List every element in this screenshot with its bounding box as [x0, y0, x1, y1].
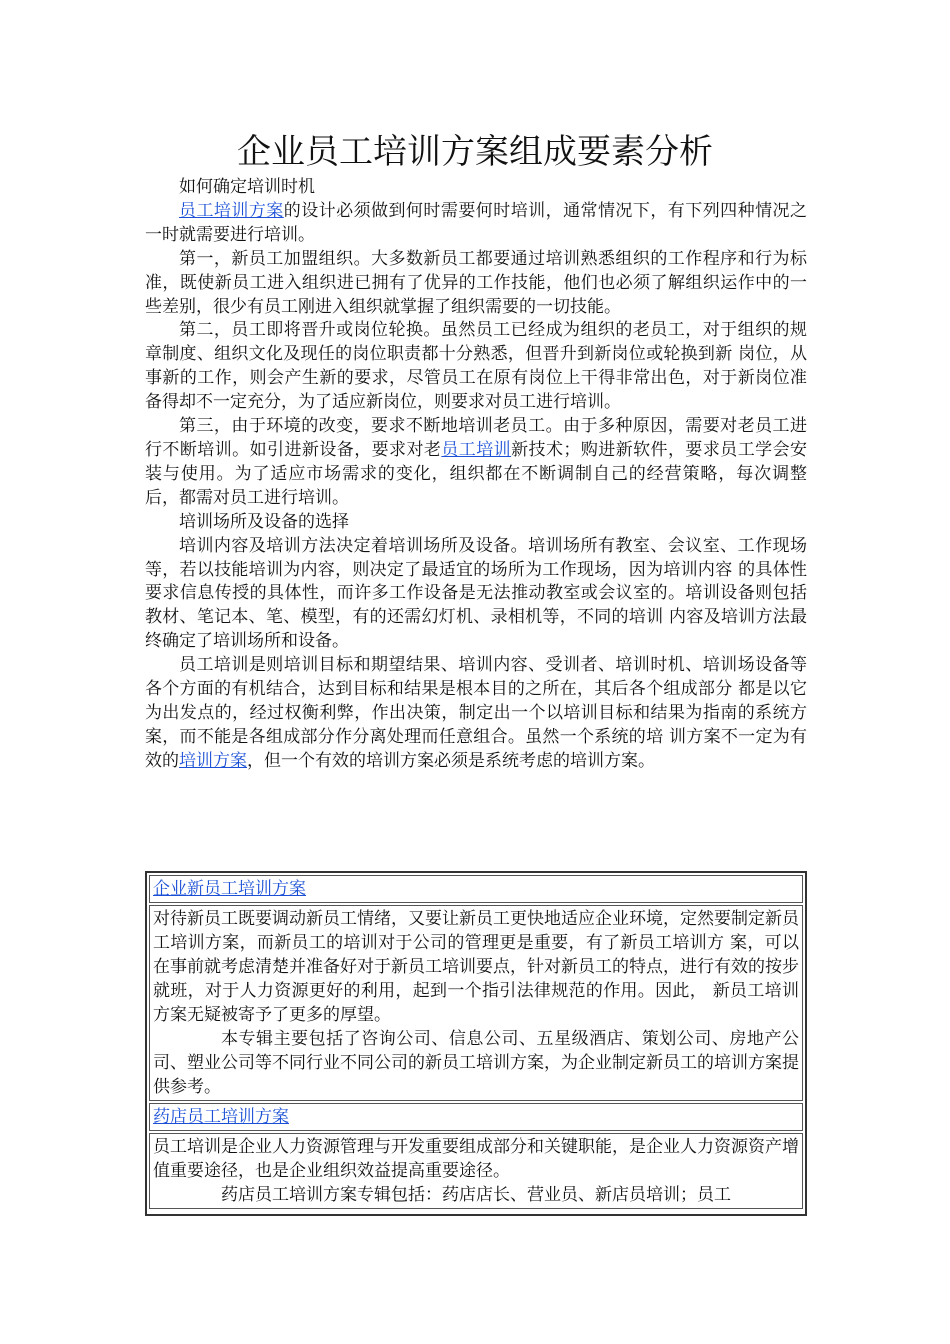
- related-note: 药店员工培训方案专辑包括：药店店长、营业员、新店员培训；员工: [221, 1185, 731, 1205]
- link-pharmacy-employee-training-plan[interactable]: 药店员工培训方案: [153, 1107, 289, 1127]
- paragraph-summary: 员工培训是则培训目标和期望结果、培训内容、受训者、培训时机、培训场设备等各个方面的有机结合，达到目标和结果是根本目的之所在，其后各个组成部分 都是以它为出发点的，经过权衡利弊，作出决策，制定出一个以培训目标和结果为指南的系统方案，而不能是各组成部分作分离处理而任意组合。虽然一个系统的培 训方案不一定为有效的培训方案，但一个有效的培训方案必须是系统考虑的培训方案。: [145, 655, 807, 771]
- paragraph-venue: 培训内容及培训方法决定着培训场所及设备。培训场所有教室、会议室、工作现场等，若以技能培训为内容，则决定了最适宜的场所为工作现场，因为培训内容 的具体性要求信息传授的具体性，而许多工作设备是无法推动教室或会议室的。培训设备则包括教材、笔记本、笔、模型，有的还需幻灯机、录相机等，不同的培训 内容及培训方法最终确定了培训场所和设备。: [145, 535, 807, 652]
- section-heading-venue: 培训场所及设备的选择: [179, 511, 349, 532]
- related-note: 本专辑主要包括了咨询公司、信息公司、五星级酒店、策划公司、房地产公司、塑业公司等不同行业不同公司的新员工培训方案，为企业制定新员工的培训方案提供参考。: [153, 1029, 799, 1097]
- related-topics-box: [145, 871, 807, 1216]
- paragraph-second: 第二，员工即将晋升或岗位轮换。虽然员工已经成为组织的老员工，对于组织的规章制度、组织文化及现任的岗位职责都十分熟悉，但晋升到新岗位或轮换到新 岗位，从事新的工作，则会产生新的要求，尽管员工在原有岗位上干得非常出色，对于新岗位准备得却不一定充分，为了适应新岗位，则要求对员工进行培训。: [145, 320, 807, 413]
- related-desc-cell: [149, 1133, 803, 1209]
- paragraph-intro: 员工培训方案的设计必须做到何时需要何时培训，通常情况下，有下列四种情况之一时就需要进行培训。: [145, 200, 808, 245]
- related-description: 员工培训是企业人力资源管理与开发重要组成部分和关键职能，是企业人力资源资产增值重要途径，也是企业组织效益提高重要途径。: [153, 1137, 799, 1181]
- link-employee-training-plan[interactable]: 员工培训方案: [179, 200, 284, 221]
- section-heading-timing: 如何确定培训时机: [179, 177, 315, 197]
- related-title-cell: [149, 875, 803, 903]
- link-new-employee-training-plan[interactable]: 企业新员工培训方案: [153, 879, 306, 899]
- related-desc-cell: [149, 905, 803, 1101]
- page-title: 企业员工培训方案组成要素分析: [237, 132, 713, 172]
- related-description: 对待新员工既要调动新员工情绪，又要让新员工更快地适应企业环境，定然要制定新员工培训方案，而新员工的培训对于公司的管理更是重要，有了新员工培训方 案，可以在事前就考虑清楚并准备好对于新员工培训要点，针对新员工的特点，进行有效的按步就班，对于人力资源更好的利用，起到一个指引法律规范的作用。因此， 新员工培训方案无疑被寄予了更多的厚望。: [153, 909, 799, 1025]
- paragraph-first: 第一，新员工加盟组织。大多数新员工都要通过培训熟悉组织的工作程序和行为标准，既使新员工进入组织进已拥有了优异的工作技能，他们也必须了解组织运作中的一些差别，很少有员工刚进入组织就掌握了组织需要的一切技能。: [145, 248, 807, 317]
- link-employee-training[interactable]: 员工培训: [441, 439, 512, 460]
- related-title-cell: [149, 1103, 803, 1131]
- article-body: [145, 176, 807, 774]
- paragraph-third: 第三，由于环境的改变，要求不断地培训老员工。由于多种原因，需要对老员工进行不断培训。如引进新设备，要求对老员工培训新技术；购进新软件，要求员工学会安装与使用。为了适应市场需求的变化，组织都在不断调制自己的经营策略，每次调整后，都需对员工进行培训。: [145, 416, 808, 508]
- link-training-plan[interactable]: 培训方案: [179, 750, 247, 771]
